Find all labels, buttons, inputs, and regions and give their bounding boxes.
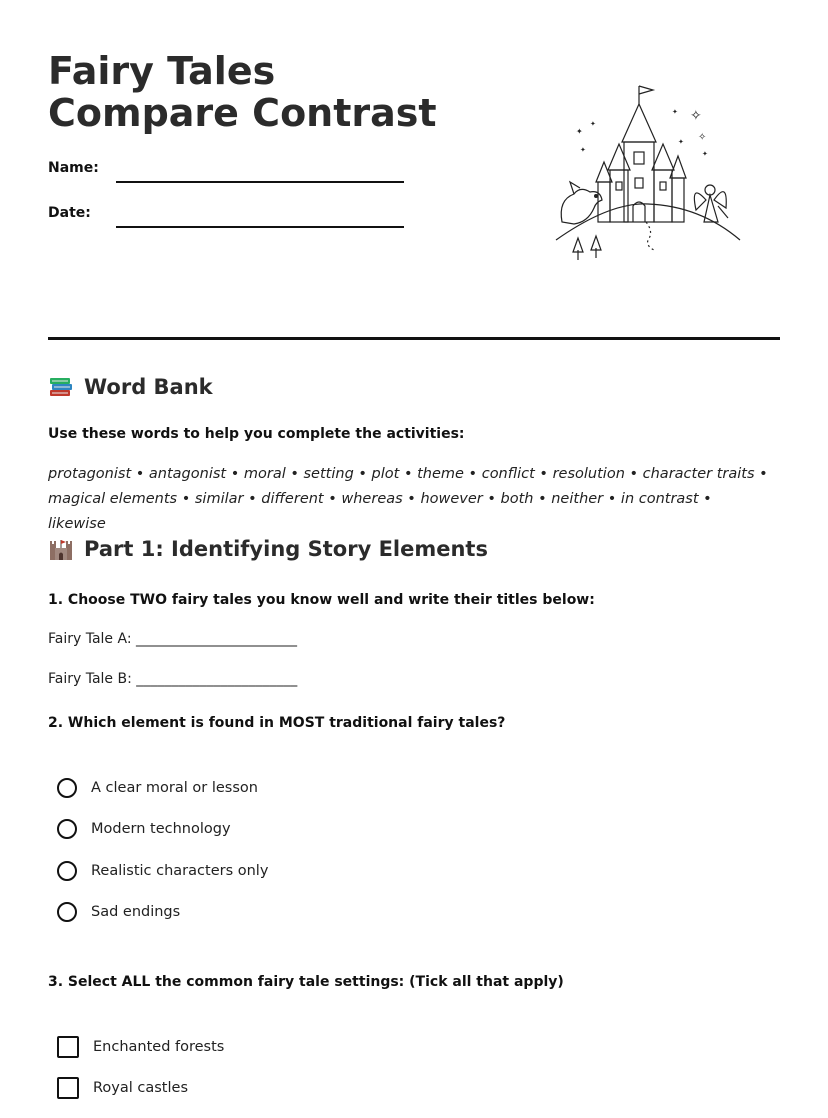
word-bank-instruction: Use these words to help you complete the activities: — [48, 426, 465, 442]
page-title: Fairy Tales Compare Contrast — [48, 49, 437, 135]
svg-text:✦: ✦ — [672, 109, 678, 116]
word-bank-words: protagonist • antagonist • moral • setting • plot • theme • conflict • resolution • character traits • magical elements • similar • different • whereas • however • both • neither • in contrast • likewise — [48, 466, 768, 532]
word-bank-title: Word Bank — [84, 375, 213, 399]
castle-illustration — [550, 82, 746, 266]
books-icon — [48, 374, 74, 400]
q3-option[interactable] — [57, 1036, 224, 1058]
section-divider — [48, 337, 780, 340]
checkbox[interactable] — [57, 1077, 79, 1099]
svg-text:✧: ✧ — [690, 107, 702, 123]
castle-icon — [48, 536, 74, 562]
svg-text:✦: ✦ — [576, 127, 583, 136]
option-label: Realistic characters only — [91, 863, 269, 879]
q2-option[interactable] — [57, 778, 258, 798]
question-2: 2. Which element is found in MOST traditional fairy tales? — [48, 715, 506, 731]
fairy-tale-b-field[interactable]: Fairy Tale B: _______________________ — [48, 671, 298, 687]
radio-button[interactable] — [57, 902, 77, 922]
svg-text:✦: ✦ — [590, 121, 596, 128]
name-label: Name: — [48, 160, 99, 176]
part1-heading — [48, 536, 488, 562]
svg-text:✦: ✦ — [580, 147, 586, 154]
svg-text:✦: ✦ — [678, 139, 684, 146]
option-label: Sad endings — [91, 904, 181, 920]
name-field[interactable] — [116, 181, 404, 183]
option-label: Enchanted forests — [93, 1039, 225, 1055]
svg-text:✦: ✦ — [702, 151, 708, 158]
svg-text:✧: ✧ — [698, 132, 707, 143]
radio-button[interactable] — [57, 861, 77, 881]
question-1: 1. Choose TWO fairy tales you know well and write their titles below: — [48, 592, 595, 608]
part1-title: Part 1: Identifying Story Elements — [84, 537, 488, 561]
radio-button[interactable] — [57, 778, 77, 798]
word-bank-heading — [48, 374, 213, 400]
q2-option[interactable] — [57, 819, 231, 839]
checkbox[interactable] — [57, 1036, 79, 1058]
option-label: Modern technology — [91, 821, 231, 837]
q2-option[interactable] — [57, 902, 180, 922]
option-label: A clear moral or lesson — [91, 780, 258, 796]
option-label: Royal castles — [93, 1080, 189, 1096]
radio-button[interactable] — [57, 819, 77, 839]
question-3: 3. Select ALL the common fairy tale settings: (Tick all that apply) — [48, 974, 564, 990]
fairy-tale-a-field[interactable]: Fairy Tale A: _______________________ — [48, 631, 297, 647]
q2-option[interactable] — [57, 861, 268, 881]
q3-option[interactable] — [57, 1077, 188, 1099]
date-label: Date: — [48, 205, 91, 221]
date-field[interactable] — [116, 226, 404, 228]
